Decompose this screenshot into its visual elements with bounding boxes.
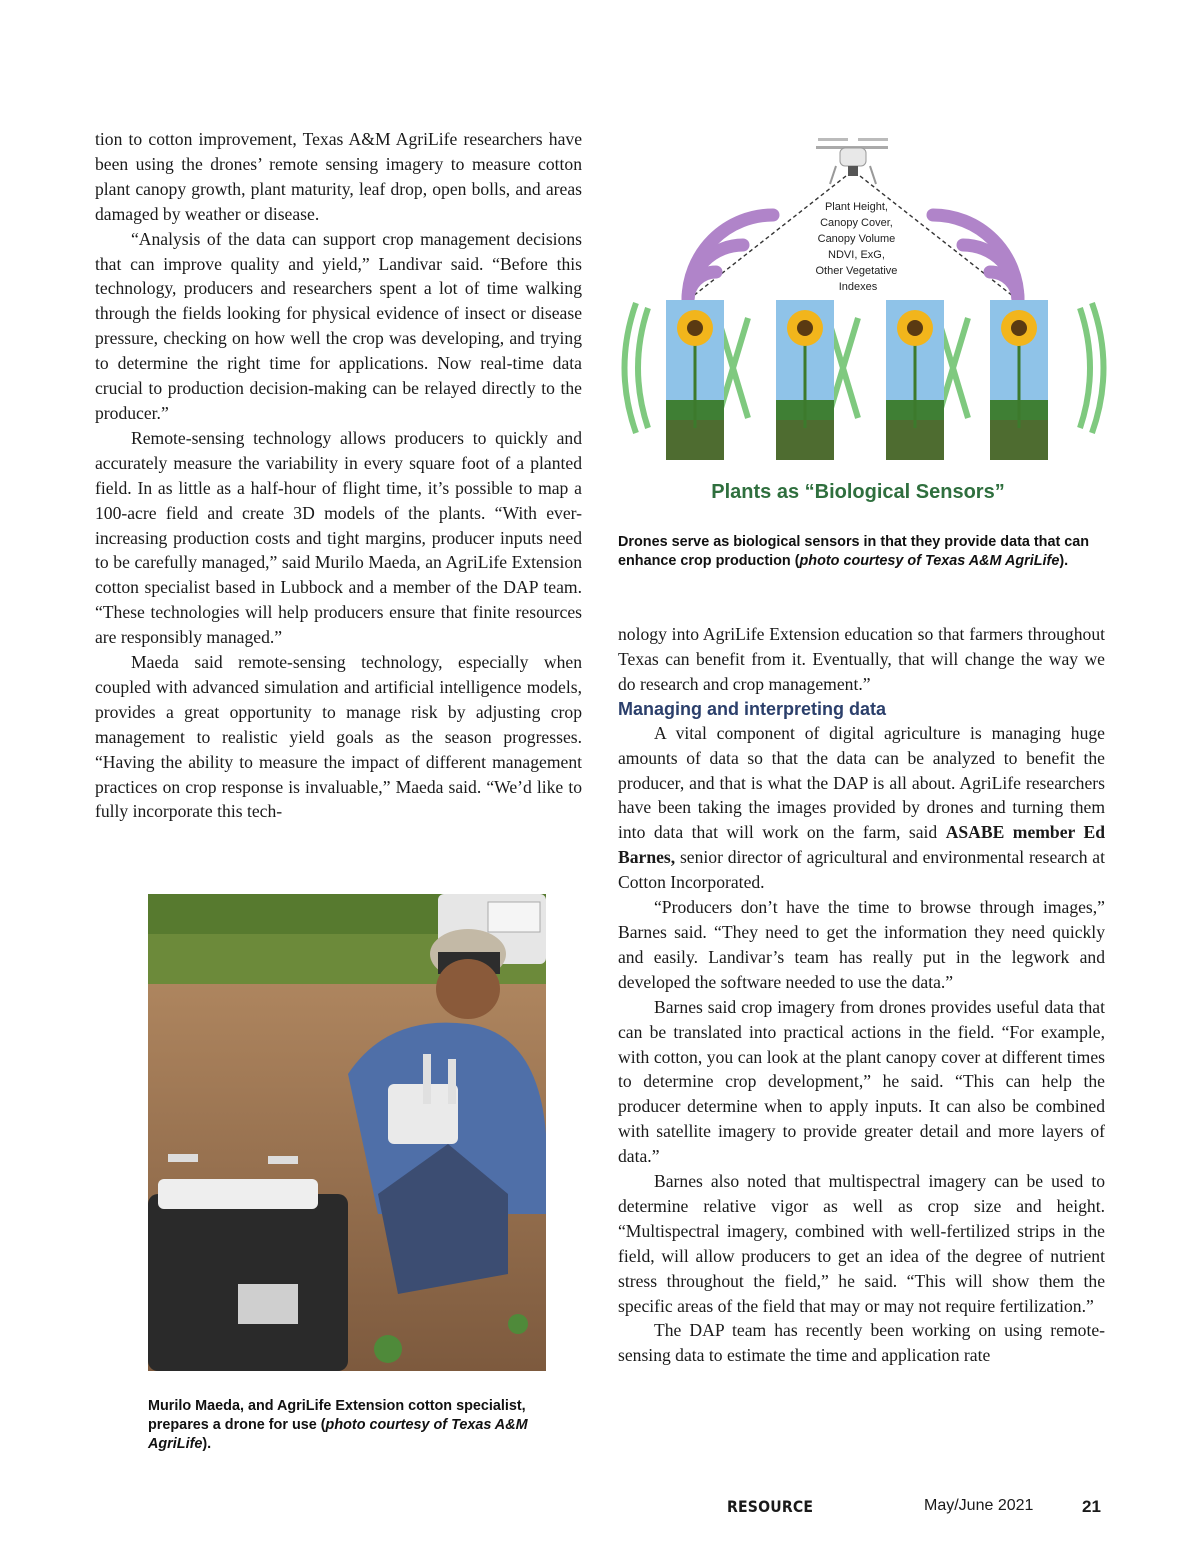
figure-caption: Drones serve as biological sensors in that they provide data that can enhance crop production (photo courtesy of Texas A&M AgriLife). bbox=[618, 534, 1090, 569]
metric-label: Canopy Volume bbox=[817, 233, 896, 245]
metric-label: Indexes bbox=[838, 281, 878, 293]
paragraph: “Analysis of the data can support crop management decisions that can improve quality and yield,” Landivar said. “Before this technology, producers and researchers spent a lot of time walking through the fields looking for physical evidence of insect or disease pressure, checking on how well the crop was developing, and trying to determine the right time for applications. Now real-time data crucial to production decision-making can be relayed directly to the producer.” bbox=[95, 228, 582, 423]
metric-label: NDVI, ExG, bbox=[828, 249, 885, 261]
drone-operator-photo bbox=[148, 894, 546, 1371]
right-column bbox=[618, 622, 1105, 1368]
biological-sensors-figure bbox=[618, 128, 1108, 523]
paragraph: Barnes also noted that multispectral imagery can be used to determine relative vigor as well as crop size and height. “Multispectral imagery, combined with well-fertilized strips in the field, will allow producers to get an idea of the degree of nutrient stress throughout the field,” he said. “This will show them the specific areas of the field that may or may not require fertilization.” bbox=[618, 1171, 1105, 1316]
metric-label: Other Vegetative bbox=[815, 265, 898, 277]
paragraph: tion to cotton improvement, Texas A&M AgriLife researchers have been using the drones’ remote sensing imagery to measure cotton plant canopy growth, plant maturity, leaf drop, open bolls, and areas damaged by weather or disease. bbox=[95, 129, 582, 224]
page-number: 21 bbox=[1082, 1497, 1101, 1516]
paragraph: Barnes said crop imagery from drones provides useful data that can be translated into practical actions in the field. “For example, with cotton, you can look at the plant canopy cover at different times to determine crop development,” he said. “This can help the producer determine when to apply inputs. It can also be combined with satellite imagery to provide greater detail and more layers of data.” bbox=[618, 996, 1105, 1167]
publication-name: RESOURCE bbox=[727, 1497, 814, 1516]
photo-caption: Murilo Maeda, and AgriLife Extension cotton specialist, prepares a drone for use (photo courtesy of Texas A&M AgriLife). bbox=[148, 1398, 528, 1452]
page-footer bbox=[0, 1497, 1200, 1521]
drone-icon bbox=[816, 138, 888, 184]
left-column bbox=[95, 127, 582, 824]
bold-name: ASABE member Ed Barnes, bbox=[618, 822, 1105, 868]
paragraph: Maeda said remote-sensing technology, especially when coupled with advanced simulation and artificial intelligence models, provides a great opportunity to manage risk by adjusting crop management to realistic yield goals as the season progresses. “Having the ability to measure the impact of different management practices on crop response is invaluable,” Maeda said. “We’d like to fully incorporate this tech- bbox=[95, 652, 582, 822]
paragraph: nology into AgriLife Extension education so that farmers throughout Texas can benefit from it. Eventually, that will change the way we do research and crop management.” bbox=[618, 624, 1105, 694]
metric-label: Canopy Cover, bbox=[820, 217, 893, 229]
paragraph: Remote-sensing technology allows producers to quickly and accurately measure the variability in every square foot of a planted field. In as little as a half-hour of flight time, it’s possible to map a 100-acre field and create 3D models of the plants. “With ever-increasing production costs and tight margins, producer inputs need to be carefully managed,” said Murilo Maeda, an AgriLife Extension cotton specialist based in Lubbock and a member of the DAP team. “These technologies will help producers ensure that finite resources are responsibly managed.” bbox=[95, 427, 582, 648]
paragraph: “Producers don’t have the time to browse through images,” Barnes said. “They need to get the information they need quickly and easily. Landivar’s team has really put in the legwork and developed the software needed to use the data.” bbox=[618, 897, 1105, 992]
paragraph: A vital component of digital agriculture is managing huge amounts of data so that the data can be analyzed to benefit the producer, and that is what the DAP is all about. AgriLife researchers have been taking the images provided by drones and turning them into data that will work on the farm, said ASABE member Ed Barnes, senior director of agricultural and environmental research at Cotton Incorporated. bbox=[618, 722, 1105, 893]
paragraph: The DAP team has recently been working on using remote-sensing data to estimate the time and application rate bbox=[618, 1320, 1105, 1366]
figure-title: Plants as “Biological Sensors” bbox=[711, 481, 1005, 503]
svg-text:Plant Height, Canopy Cov bbox=[815, 201, 900, 293]
section-heading: Managing and interpreting data bbox=[618, 698, 887, 719]
issue-date: May/June 2021 bbox=[924, 1497, 1034, 1514]
metric-label: Plant Height, bbox=[824, 201, 888, 213]
